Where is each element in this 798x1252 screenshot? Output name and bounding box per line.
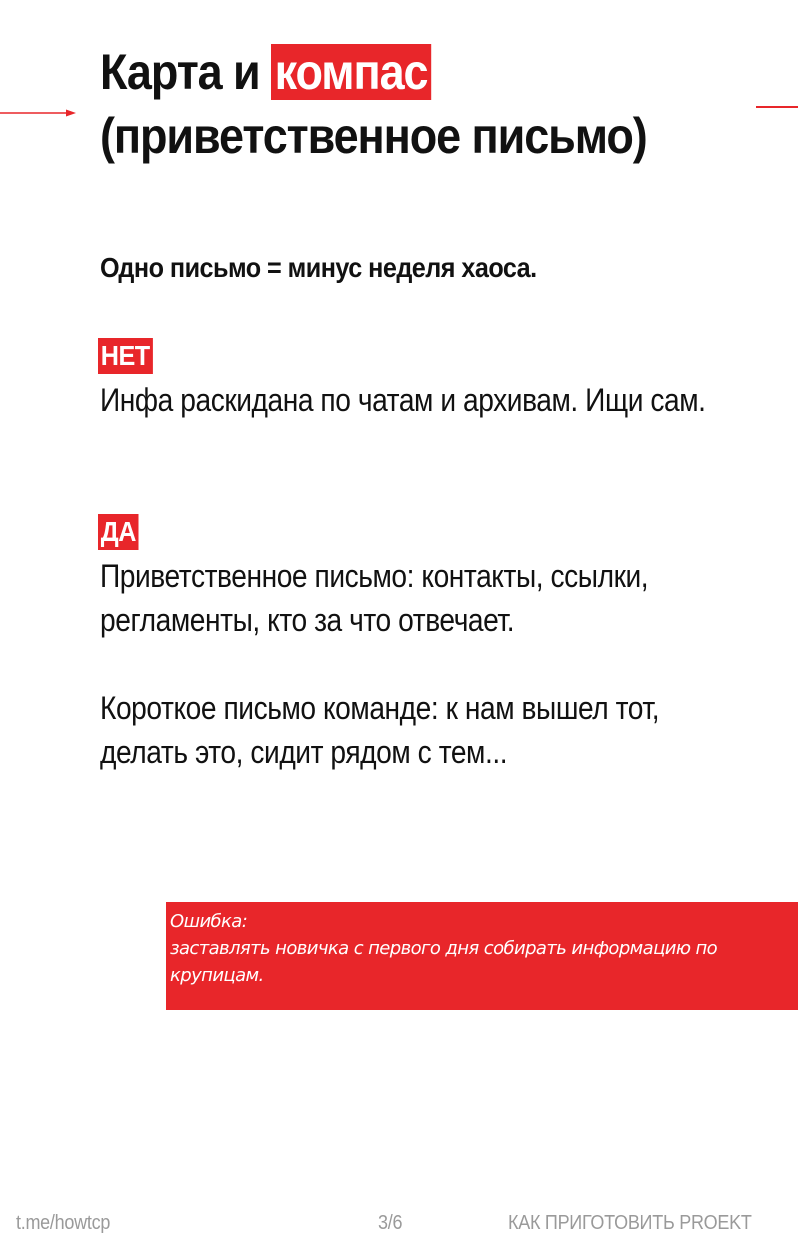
footer-brand: КАК ПРИГОТОВИТЬ PROEKT <box>508 1212 752 1234</box>
no-tag: НЕТ <box>98 338 152 374</box>
title-line2: (приветственное письмо) <box>100 108 647 164</box>
yes-text-welcome-letter: Приветственное письмо: контакты, ссылки, регламенты, кто за что отвечает. <box>100 558 649 638</box>
error-callout <box>166 902 798 1010</box>
footer-link[interactable]: t.me/howtcp <box>16 1212 111 1234</box>
no-text: Инфа раскидана по чатам и архивам. Ищи сам. <box>100 382 706 418</box>
page-title <box>100 40 694 168</box>
error-label: Ошибка: <box>170 911 248 932</box>
right-line-decoration <box>756 106 798 108</box>
subtitle: Одно письмо = минус неделя хаоса. <box>100 252 537 283</box>
error-text: заставлять новичка с первого дня собирать информацию по крупицам. <box>170 938 718 986</box>
yes-text-team-letter: Короткое письмо команде: к нам вышел тот, делать это, сидит рядом с тем... <box>100 690 660 770</box>
arrow-left-decoration <box>0 109 76 117</box>
footer-page-number: 3/6 <box>378 1212 403 1234</box>
title-highlight: компас <box>271 44 431 100</box>
title-part1: Карта и <box>100 44 272 100</box>
yes-tag: ДА <box>98 514 139 550</box>
